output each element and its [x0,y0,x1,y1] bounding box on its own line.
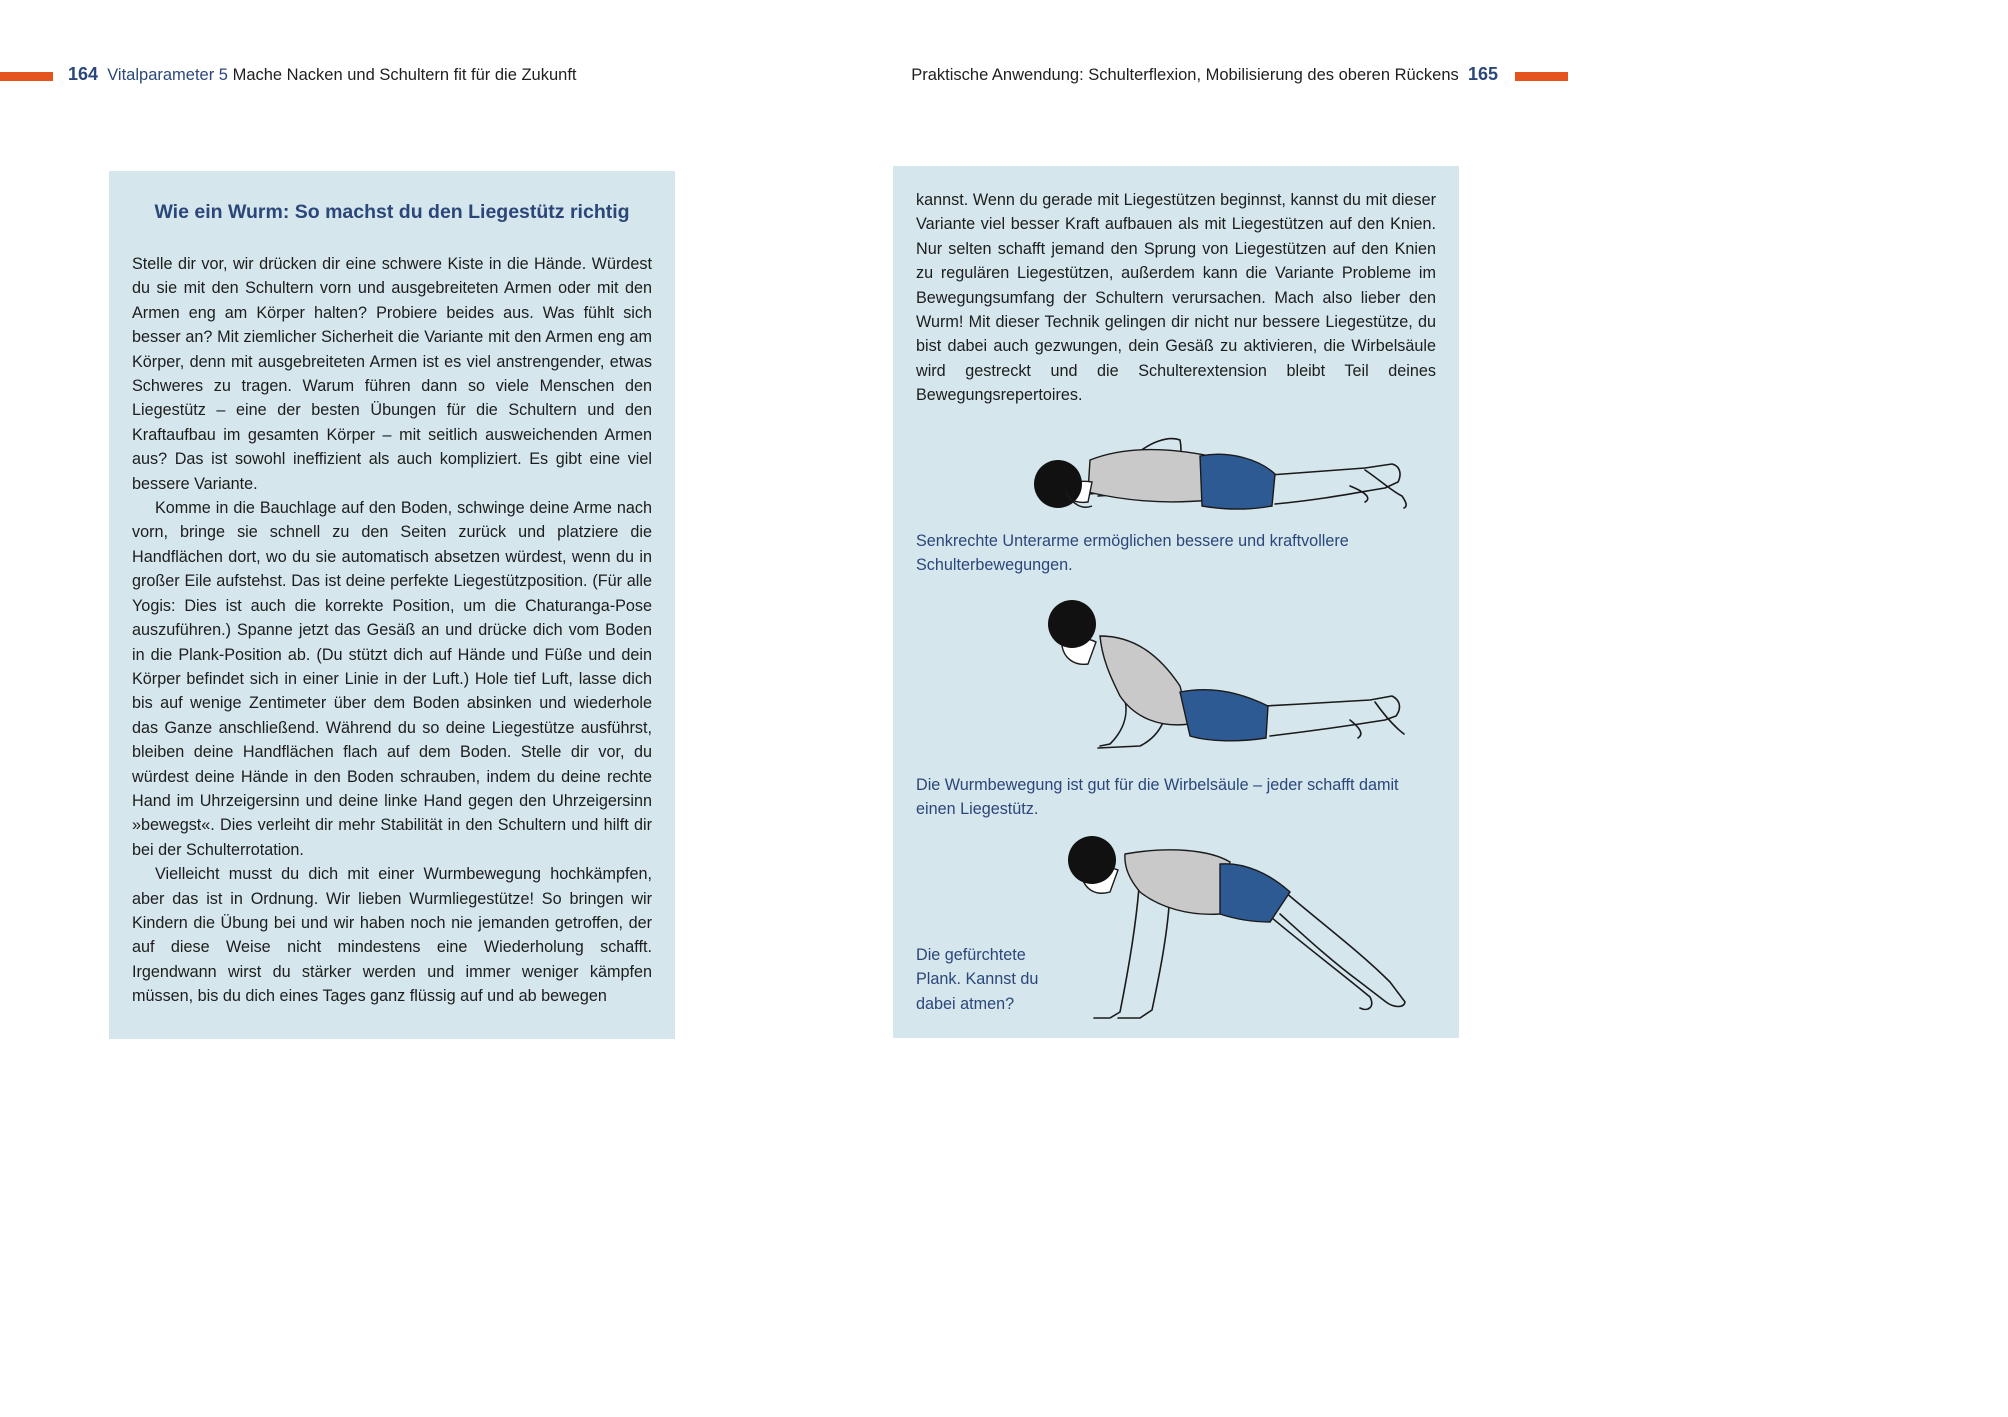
body-paragraph-2: Komme in die Bauchlage auf den Boden, schwinge deine Arme nach vorn, bringe sie schnell zu den Seiten zurück und platziere die Handflächen dort, wo du sie automatisch absetzen würdest, wenn du in großer Eile aufstehst. Das ist deine perfekte Liegestützposition. (Für alle Yogis: Dies ist auch die korrekte Position, um die Chaturanga-Pose auszuführen.) Spanne jetzt das Gesäß an und drücke dich vom Boden in die Plank-Position ab. (Du stützt dich auf Hände und Füße und dein Körper befindet sich in einer Linie in der Luft.) Hole tief Luft, lasse dich bis auf wenige Zentimeter über dem Boden absinken und wiederhole das Ganze anschließend. Während du so deine Liegestütze ausführst, bleiben deine Handflächen flach auf dem Boden. Stelle dir vor, du würdest deine Hände in den Boden schrauben, indem du deine rechte Hand im Uhrzeigersinn und deine linke Hand gegen den Uhrzeigersinn »bewegst«. Dies verleiht dir mehr Stabilität in den Schultern und hilft dir bei der Schulterrotation. [132,499,652,859]
figure-caption-3: Die gefürchtete Plank. Kannst du dabei atmen? [916,946,1039,1013]
page-number-left: 164 [68,64,99,84]
box-heading: Wie ein Wurm: So machst du den Liegestütz richtig [154,201,630,223]
figure-caption-2: Die Wurmbewegung ist gut für die Wirbelsäule – jeder schafft damit einen Liegestütz. [916,776,1399,819]
header-left [68,64,577,85]
info-box-left [109,171,675,1039]
figure-caption-1: Senkrechte Unterarme ermöglichen bessere und kraftvollere Schulterbewegungen. [916,532,1349,575]
chapter-label: Vitalparameter 5 [107,66,228,84]
chapter-title: Mache Nacken und Schultern fit für die Zukunft [232,66,577,84]
worm-pushup-illustration [1040,596,1415,756]
section-title: Praktische Anwendung: Schulterflexion, Mobilisierung des oberen Rückens [911,66,1459,84]
header-accent-bar-right [1515,72,1568,81]
body-paragraph-1: Stelle dir vor, wir drücken dir eine schwere Kiste in die Hände. Würdest du sie mit den Schultern vorn und ausgebreiteten Armen oder mit den Armen eng am Körper halten? Probiere beides aus. Was fühlt sich besser an? Mit ziemlicher Sicherheit die Variante mit den Armen eng am Körper, denn mit ausgebreiteten Armen ist es viel anstrengender, etwas Schweres zu tragen. Warum führen dann so viele Menschen den Liegestütz – eine der besten Übungen für die Schultern und den Kraftaufbau im gesamten Körper – mit seitlich ausweichenden Armen aus? Das ist sowohl ineffizient als auch kompliziert. Es gibt eine viel bessere Variante. [132,255,652,493]
page-number-right: 165 [1467,64,1498,84]
body-paragraph-3: Vielleicht musst du dich mit einer Wurmbewegung hochkämpfen, aber das ist in Ordnung. Wir lieben Wurmliegestütze! So bringen wir Kindern die Übung bei und wir haben noch nie jemanden getroffen, der auf diese Weise nicht mindestens eine Wiederholung schafft. Irgendwann wirst du stärker werden und immer weniger kämpfen müssen, bis du dich eines Tages ganz flüssig auf und ab bewegen [132,865,652,1006]
pushup-low-illustration [1020,430,1415,520]
header-right [911,64,1498,85]
header-accent-bar-left [0,72,53,81]
plank-illustration [1060,832,1420,1032]
body-paragraph-continued: kannst. Wenn du gerade mit Liegestützen beginnst, kannst du mit dieser Variante viel besser Kraft aufbauen als mit Liegestützen auf den Knien. Nur selten schafft jemand den Sprung von Liegestützen auf den Knien zu regulären Liegestützen, außerdem kann die Variante Probleme im Bewegungsumfang der Schultern verursachen. Mach also lieber den Wurm! Mit dieser Technik gelingen dir nicht nur bessere Liegestütze, du bist dabei auch gezwungen, dein Gesäß zu aktivieren, die Wirbelsäule wird gestreckt und die Schulterextension bleibt Teil deines Bewegungsrepertoires. [916,191,1436,405]
